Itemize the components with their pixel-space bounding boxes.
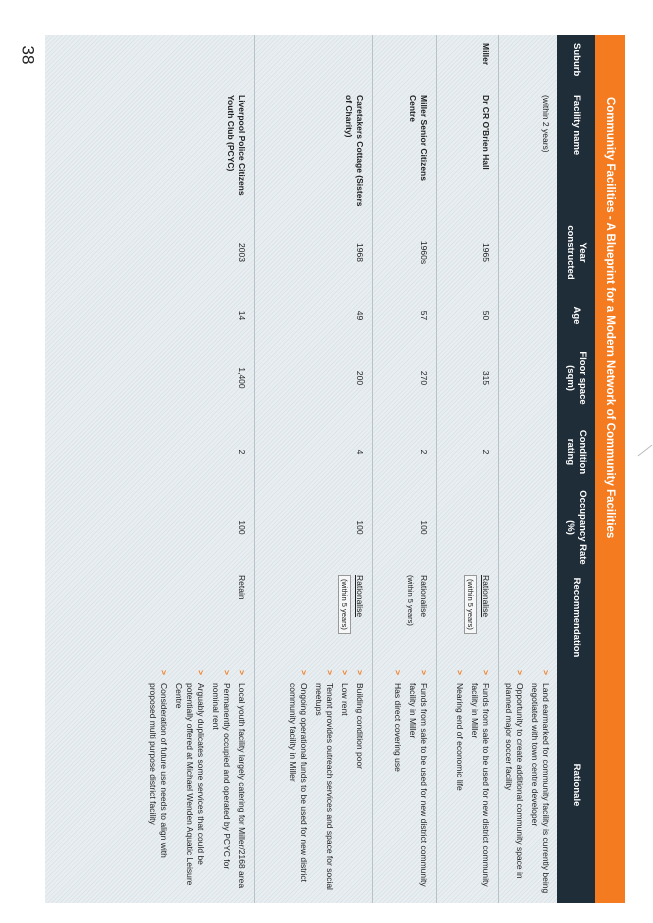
banner-title: Community Facilities - A Blueprint for a Modern Network of Community Facilities [595, 35, 625, 903]
list-item: > Nearing end of economic life [455, 670, 465, 791]
arrow-bullet-icon: > [481, 670, 491, 675]
facility-name: Miller Senior Citizens Centre [408, 95, 429, 181]
rationale-list [499, 670, 551, 895]
header-rationale: Rationale [571, 763, 582, 807]
arrow-bullet-icon: > [515, 670, 525, 675]
rationale-list [450, 670, 491, 895]
list-item: > Building condition poor [355, 670, 365, 770]
year-constructed: 1965 [481, 243, 491, 262]
facility-name: Liverpool Police Citizens Youth Club (PCYC) [226, 95, 247, 196]
row-divider [498, 35, 499, 903]
list-item: > Opportunity to create additional community space in planned major soccer facility [504, 670, 525, 879]
age-value: 49 [355, 310, 365, 321]
age-value: 50 [481, 310, 491, 321]
floor-space: 200 [355, 370, 365, 386]
year-constructed: 1960s [419, 240, 429, 265]
occupancy-rate: 100 [419, 520, 429, 535]
suburb-name: Miller [481, 43, 491, 66]
recommendation: Retain [237, 575, 247, 600]
header-age: Age [571, 306, 582, 325]
list-item: > Land earmarked for community facility is currently being negotiated with town centre developer [530, 670, 551, 894]
list-item: > Tenant provides outreach services and space for social meetups [314, 670, 335, 890]
arrow-bullet-icon: > [222, 670, 232, 675]
condition-rating: 4 [355, 449, 365, 455]
rationale-list [143, 670, 247, 895]
row-divider [372, 35, 373, 903]
year-constructed: 1968 [355, 243, 365, 262]
rationale-list [283, 670, 365, 895]
list-item: > Has direct covering use [393, 670, 403, 772]
header-facility: Facility name [571, 95, 582, 156]
arrow-bullet-icon: > [196, 670, 206, 675]
recommendation: Rationalise [355, 575, 365, 618]
occupancy-rate: 100 [237, 520, 247, 535]
list-item: > Low rent [340, 670, 350, 716]
condition-rating: 2 [237, 449, 247, 455]
recommendation-timeframe: (within 5 years) [464, 575, 477, 634]
floor-space: 270 [419, 370, 429, 386]
condition-rating: 2 [419, 449, 429, 455]
list-item: > Consideration of future use needs to align with proposed multi purpose district facility [148, 670, 169, 858]
page-crease [638, 445, 653, 457]
arrow-bullet-icon: > [299, 670, 309, 675]
row-divider [254, 35, 255, 903]
list-item: > Funds from sale to be used for new district community facility in Miller [470, 670, 491, 887]
list-item: > Arguably duplicates some services that could be potentially offered at Michael Wenden Aquatic Leisure Centre [174, 670, 206, 886]
recommendation: Rationalise [419, 575, 429, 618]
recommendation-timeframe: (within 5 years) [406, 575, 415, 626]
rotated-table-panel [45, 35, 625, 903]
floor-space: 315 [481, 370, 491, 386]
header-occupancy: Occupancy Rate (%) [565, 490, 588, 565]
facility-name: (within 2 years) [541, 95, 551, 153]
list-item: > Ongoing operational funds to be used for new district community facility in Miller [288, 670, 309, 882]
table-header [557, 35, 595, 903]
arrow-bullet-icon: > [325, 670, 335, 675]
header-year: Year constructed [565, 225, 588, 280]
recommendation: Rationalise [481, 575, 491, 618]
age-value: 14 [237, 310, 247, 321]
list-item: > Local youth facility largely catering for Miller/2168 area [237, 670, 247, 889]
facility-name: Dr CR O'Brien Hall [481, 95, 491, 170]
header-floor: Floor space (sqm) [565, 351, 588, 405]
arrow-bullet-icon: > [237, 670, 247, 675]
arrow-bullet-icon: > [541, 670, 551, 675]
facility-name: Caretakers Cottage (Sisters of Charity) [344, 95, 365, 207]
row-divider [436, 35, 437, 903]
arrow-bullet-icon: > [340, 670, 350, 675]
occupancy-rate: 100 [355, 520, 365, 535]
list-item: > Permanently occupied and operated by PCYC for nominal rent [211, 670, 232, 870]
arrow-bullet-icon: > [355, 670, 365, 675]
header-suburb: Suburb [571, 43, 582, 77]
list-item: > Funds from sale to be used for new district community facility in Miller [408, 670, 429, 887]
condition-rating: 2 [481, 449, 491, 455]
arrow-bullet-icon: > [159, 670, 169, 675]
recommendation-timeframe: (within 5 years) [338, 575, 351, 634]
page-number: 38 [18, 45, 38, 65]
year-constructed: 2003 [237, 243, 247, 262]
header-condition: Condition rating [565, 429, 588, 475]
floor-space: 1,400 [237, 367, 247, 389]
arrow-bullet-icon: > [393, 670, 403, 675]
facilities-table [45, 35, 595, 903]
arrow-bullet-icon: > [419, 670, 429, 675]
rationale-list [388, 670, 429, 895]
header-recommendation: Recommendation [571, 577, 582, 658]
age-value: 57 [419, 310, 429, 321]
arrow-bullet-icon: > [455, 670, 465, 675]
